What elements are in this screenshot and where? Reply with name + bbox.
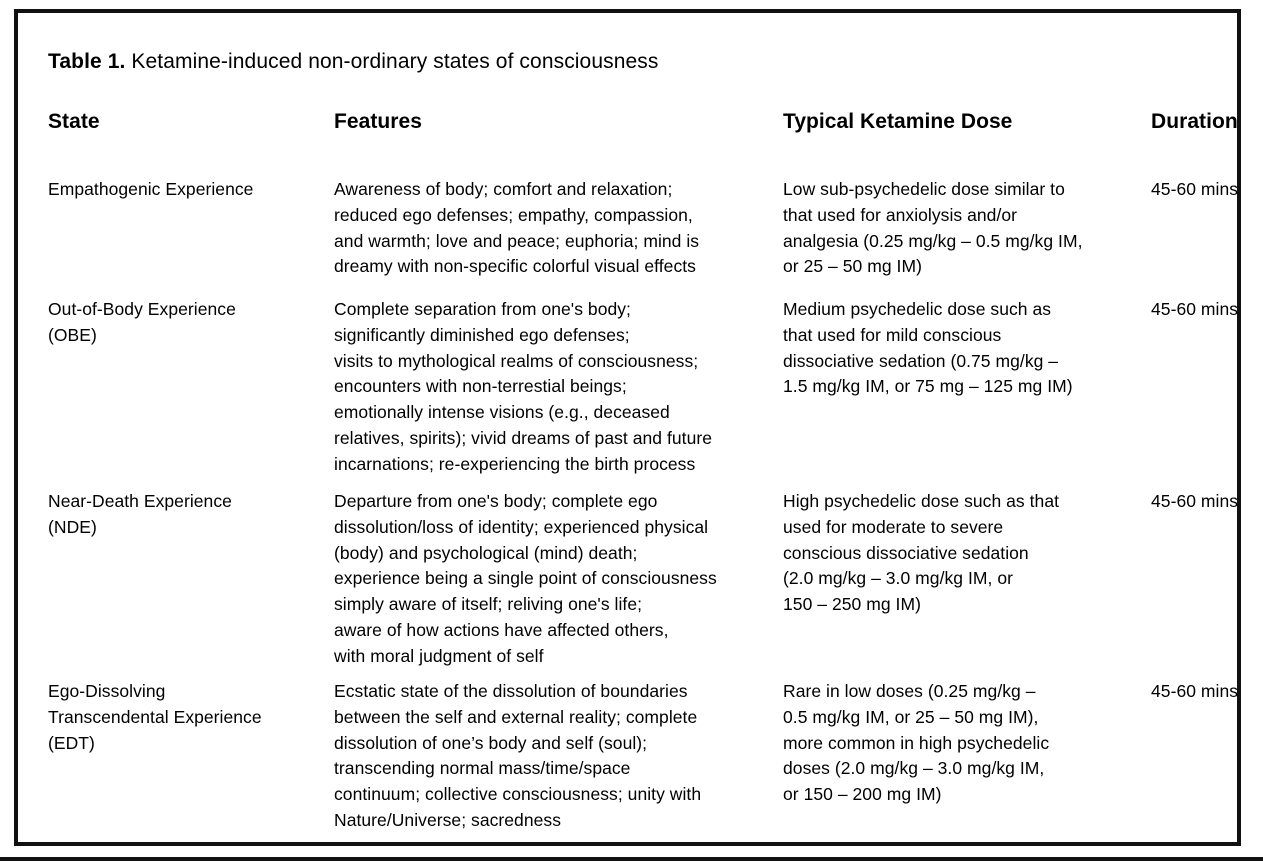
cell-features-line: transcending normal mass/time/space <box>334 758 631 779</box>
cell-dose-line: dissociative sedation (0.75 mg/kg – <box>783 350 1059 371</box>
cell-features-line: visits to mythological realms of consciousness; <box>334 350 699 371</box>
cell-state-line: Near-Death Experience <box>48 491 232 511</box>
cell-dose-line: Low sub-psychedelic dose similar to <box>783 179 1065 199</box>
cell-dose <box>783 177 1143 280</box>
cell-dose-line: doses (2.0 mg/kg – 3.0 mg/kg IM, <box>783 758 1045 779</box>
cell-dose-line: used for moderate to severe <box>783 516 1004 537</box>
cell-dose <box>783 679 1143 808</box>
cell-features-line: incarnations; re-experiencing the birth process <box>334 453 696 474</box>
table-caption-text: Ketamine-induced non-ordinary states of consciousness <box>125 50 659 73</box>
cell-features-line: experience being a single point of consciousness <box>334 568 717 589</box>
cell-dose-line: (2.0 mg/kg – 3.0 mg/kg IM, or <box>783 568 1014 589</box>
cell-features-line: (body) and psychological (mind) death; <box>334 542 638 563</box>
table-header-row <box>48 109 1238 157</box>
table-row <box>48 679 1239 834</box>
table-caption <box>48 49 658 75</box>
cell-features-line: Departure from one's body; complete ego <box>334 491 658 511</box>
cell-dose-line: or 25 – 50 mg IM) <box>783 256 922 277</box>
table-body <box>48 109 1239 830</box>
cell-features-line: and warmth; love and peace; euphoria; mind is <box>334 230 700 251</box>
cell-state <box>48 489 323 541</box>
cell-features-line: dissolution/loss of identity; experienced physical <box>334 516 709 537</box>
cell-features-line: Complete separation from one's body; <box>334 299 631 319</box>
cell-dose-line: or 150 – 200 mg IM) <box>783 784 942 805</box>
cell-features-line: encounters with non-terrestial beings; <box>334 376 627 397</box>
cell-features-line: Ecstatic state of the dissolution of boundaries <box>334 681 688 701</box>
cell-features <box>334 297 786 478</box>
cell-state <box>48 177 323 203</box>
column-header-duration: Duration <box>1151 110 1238 133</box>
table-row <box>48 177 1239 280</box>
cell-features-line: Nature/Universe; sacredness <box>334 809 562 830</box>
cell-duration-line: 45-60 mins <box>1151 491 1239 511</box>
cell-features-line: between the self and external reality; complete <box>334 706 698 727</box>
cell-state-line: Empathogenic Experience <box>48 179 254 199</box>
cell-features-line: relatives, spirits); vivid dreams of past and future <box>334 427 713 448</box>
table-row <box>48 297 1239 478</box>
cell-state-line: (EDT) <box>48 732 95 753</box>
cell-dose-line: more common in high psychedelic <box>783 732 1050 753</box>
cell-features-line: with moral judgment of self <box>334 645 544 666</box>
cell-state-line: Ego-Dissolving <box>48 681 166 701</box>
cell-features-line: continuum; collective consciousness; unity with <box>334 784 702 805</box>
cell-dose-line: 1.5 mg/kg IM, or 75 mg – 125 mg IM) <box>783 376 1073 397</box>
column-header-dose: Typical Ketamine Dose <box>783 110 1013 133</box>
cell-dose <box>783 489 1143 618</box>
table-frame <box>14 9 1241 846</box>
table-row <box>48 489 1239 670</box>
page-bottom-rule <box>0 857 1263 861</box>
cell-dose-line: 150 – 250 mg IM) <box>783 594 921 615</box>
cell-duration <box>1151 297 1263 323</box>
cell-features-line: reduced ego defenses; empathy, compassion, <box>334 204 693 225</box>
cell-state-line: (OBE) <box>48 324 97 345</box>
cell-features <box>334 177 786 280</box>
cell-dose-line: conscious dissociative sedation <box>783 542 1029 563</box>
cell-dose-line: that used for mild conscious <box>783 324 1002 345</box>
cell-features-line: Awareness of body; comfort and relaxation; <box>334 179 673 199</box>
cell-duration <box>1151 679 1263 705</box>
cell-state-line: (NDE) <box>48 516 97 537</box>
cell-features-line: dreamy with non-specific colorful visual effects <box>334 256 696 277</box>
cell-dose-line: Rare in low doses (0.25 mg/kg – <box>783 681 1036 701</box>
column-header-state: State <box>48 110 100 133</box>
cell-dose-line: High psychedelic dose such as that <box>783 491 1060 511</box>
cell-features-line: dissolution of one’s body and self (soul); <box>334 732 648 753</box>
cell-features <box>334 489 786 670</box>
cell-duration <box>1151 177 1263 203</box>
cell-duration-line: 45-60 mins <box>1151 179 1239 199</box>
cell-features-line: significantly diminished ego defenses; <box>334 324 630 345</box>
cell-duration <box>1151 489 1263 515</box>
cell-dose-line: that used for anxiolysis and/or <box>783 204 1018 225</box>
cell-duration-line: 45-60 mins <box>1151 299 1239 319</box>
table-caption-label: Table 1. <box>48 50 126 73</box>
cell-state <box>48 679 323 756</box>
cell-dose-line: analgesia (0.25 mg/kg – 0.5 mg/kg IM, <box>783 230 1083 251</box>
cell-state-line: Out-of-Body Experience <box>48 299 236 319</box>
cell-dose-line: Medium psychedelic dose such as <box>783 299 1052 319</box>
cell-features-line: emotionally intense visions (e.g., deceased <box>334 402 670 423</box>
cell-state-line: Transcendental Experience <box>48 706 262 727</box>
cell-duration-line: 45-60 mins <box>1151 681 1239 701</box>
cell-features-line: simply aware of itself; reliving one's life; <box>334 594 643 615</box>
cell-features <box>334 679 786 834</box>
column-header-features: Features <box>334 110 422 133</box>
cell-dose <box>783 297 1143 400</box>
cell-state <box>48 297 323 349</box>
cell-features-line: aware of how actions have affected others, <box>334 619 669 640</box>
cell-dose-line: 0.5 mg/kg IM, or 25 – 50 mg IM), <box>783 706 1039 727</box>
